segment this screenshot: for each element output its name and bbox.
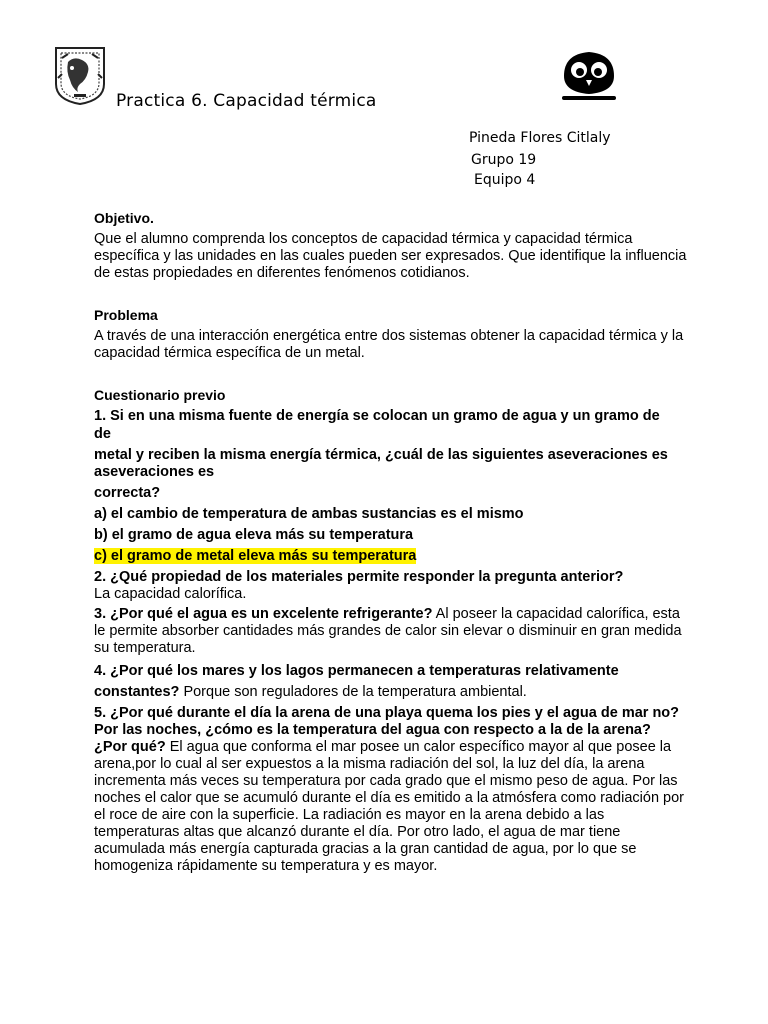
question-1-line-3: correcta? (94, 485, 161, 501)
cuestionario-heading: Cuestionario previo (94, 387, 226, 403)
answer-2: La capacidad calorífica. (94, 586, 247, 602)
question-5-block (94, 705, 686, 875)
objetivo-heading: Objetivo. (94, 210, 154, 226)
group-label: Grupo 19 (471, 152, 537, 168)
problema-heading: Problema (94, 307, 158, 323)
option-b: b) el gramo de agua eleva más su temperatura (94, 527, 414, 543)
author-name: Pineda Flores Citlaly (469, 130, 611, 146)
owl-logo-icon (560, 46, 618, 104)
option-a: a) el cambio de temperatura de ambas sustancias es el mismo (94, 506, 524, 522)
question-1-line-1-wrap: de (94, 426, 111, 442)
objetivo-text: Que el alumno comprenda los conceptos de capacidad térmica y capacidad térmica específica y las unidades en las cuales pueden ser expresados. Que identifique la influencia de estas propiedades en diferentes fenómenos cotidianos. (94, 231, 687, 281)
question-1-line-1: 1. Si en una misma fuente de energía se colocan un gramo de agua y un gramo de (94, 408, 660, 424)
answer-3: Al poseer la capacidad calorífica, esta le permite absorber cantidades más grandes de calor sin elevar o disminuir en gran medida su temperatura. (94, 606, 682, 656)
question-4-line-1: 4. ¿Por qué los mares y los lagos permanecen a temperaturas relativamente (94, 663, 619, 679)
question-3-block (94, 606, 694, 657)
question-3: 3. ¿Por qué el agua es un excelente refrigerante? (94, 606, 433, 622)
question-2: 2. ¿Qué propiedad de los materiales permite responder la pregunta anterior? (94, 569, 624, 585)
option-c-highlight: c) el gramo de metal eleva más su temperatura (94, 548, 417, 564)
team-label: Equipo 4 (474, 172, 536, 188)
question-4-line-2: constantes? (94, 684, 180, 700)
option-c (94, 548, 416, 564)
problema-text: A través de una interacción energética entre dos sistemas obtener la capacidad térmica y la capacidad térmica específica de un metal. (94, 328, 684, 361)
page-title: Practica 6. Capacidad térmica (116, 91, 377, 111)
question-4-line-2-block (94, 684, 527, 700)
answer-4: Porque son reguladores de la temperatura ambiental. (179, 684, 527, 700)
question-1-line-2: metal y reciben la misma energía térmica, ¿cuál de las siguientes aseveraciones es (94, 447, 668, 463)
answer-5: El agua que conforma el mar posee un calor específico mayor al que posee la arena,por lo cual al ser expuestos a la misma radiación del sol, la luz del día, la arena incrementa más veces su temperatura por cada grado que el mismo peso de agua. Por las noches el calor que se acumuló durante el día es emitido a la atmósfera como radiación por el roce de aire con la superficie. La radiación es mayor en la arena debido a las temperaturas altas que alcanzó durante el día. Por otro lado, el agua de mar tiene acumulada más energía capturada gracias a la gran cantidad de agua, por lo que se homogeniza rápidamente su temperatura y es mayor. (94, 739, 684, 874)
question-1-line-2-wrap: aseveraciones es (94, 464, 215, 480)
university-seal-icon (52, 44, 108, 106)
question-5: 5. ¿Por qué durante el día la arena de una playa quema los pies y el agua de mar no? Por las noches, ¿cómo es la temperatura del agua con respecto a la de la arena? ¿Por qué? (94, 705, 680, 755)
